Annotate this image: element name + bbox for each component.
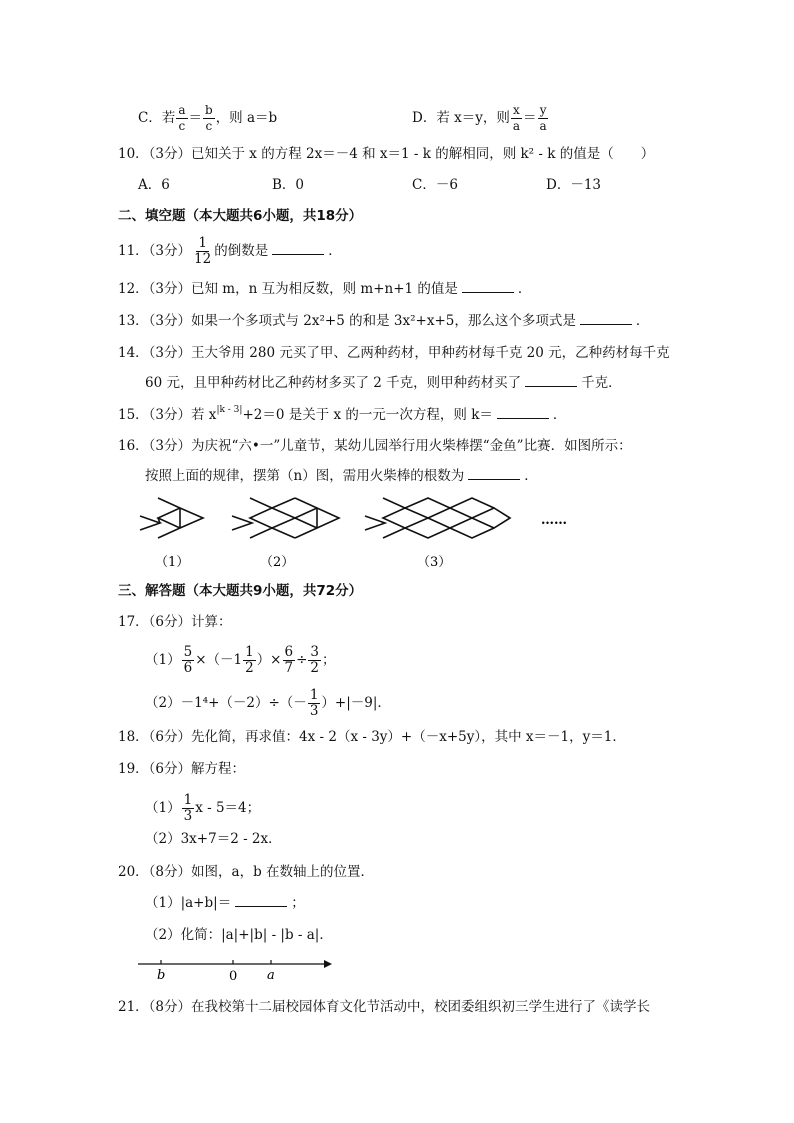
figure-label-2: （2） xyxy=(260,555,295,570)
q11: 11．（3分） $\frac{1}{12}$ 的倒数是 ． xyxy=(118,235,342,267)
fish-figure-2 xyxy=(232,498,339,538)
section-title-solve: 三、解答题（本大题共9小题，共72分） xyxy=(118,583,363,599)
q10-option-a: A．6 xyxy=(138,177,170,193)
fraction: $\frac{5}{6}$ xyxy=(183,644,193,676)
q16-line2: 按照上面的规律，摆第（n）图，需用火柴棒的根数为 ． xyxy=(145,468,538,484)
label-zero: 0 xyxy=(229,969,238,984)
q10-stem: 10．（3分）已知关于 x 的方程 2x＝－4 和 x＝1 - k 的解相同，则 k² - k 的值是（ ） xyxy=(118,146,655,162)
q10-option-b: B．0 xyxy=(272,177,305,193)
fish-figure-1 xyxy=(140,498,203,538)
q14-line1: 14．（3分）王大爷用 280 元买了甲、乙两种药材，甲种药材每千克 20 元，乙种药材每千克 xyxy=(118,345,670,361)
q21: 21．（8分）在我校第十二届校园体育文化节活动中，校团委组织初三学生进行了《读学长 xyxy=(118,999,651,1015)
fraction: $\frac{x}{a}$ xyxy=(512,103,521,133)
label-a: a xyxy=(267,968,275,983)
fraction: $\frac{1}{2}$ xyxy=(245,644,254,676)
label-b: b xyxy=(157,968,166,983)
fraction: $\frac{b}{c}$ xyxy=(205,103,213,133)
q10-option-c: C．－6 xyxy=(412,177,458,193)
fraction: $\frac{6}{7}$ xyxy=(284,644,294,676)
fish-figure-3 xyxy=(365,498,510,538)
q19-stem: 19．（6分）解方程： xyxy=(118,761,246,777)
answer-blank[interactable] xyxy=(235,894,287,907)
q19-part1: （1） $\frac{1}{3}$ x - 5＝4； xyxy=(145,792,261,824)
answer-blank[interactable] xyxy=(580,312,632,325)
figure-label-3: （3） xyxy=(417,555,452,570)
q20-part2: （2）化简：|a|+|b| - |b - a|． xyxy=(145,927,333,943)
q17-stem: 17．（6分）计算： xyxy=(118,614,232,630)
q17-part1: （1） $\frac{5}{6}$ ×（－1 $\frac{1}{2}$ ）× $\frac{6}{7}$ ÷ $\frac{3}{2}$ ； xyxy=(145,644,336,676)
number-line xyxy=(138,952,338,986)
q19-part2: （2）3x+7＝2 - 2x． xyxy=(145,831,282,847)
q13: 13．（3分）如果一个多项式与 2x²+5 的和是 3x²+x+5，那么这个多项式是 ． xyxy=(118,313,650,329)
q16-line1: 16．（3分）为庆祝“六•一”儿童节，某幼儿园举行用火柴棒摆“金鱼”比赛．如图所示： xyxy=(118,438,632,454)
matchstick-fish-figure xyxy=(135,494,585,574)
fraction: $\frac{a}{c}$ xyxy=(178,103,186,133)
q20-stem: 20．（8分）如图，a，b 在数轴上的位置． xyxy=(118,864,374,880)
q10-option-d: D．－13 xyxy=(546,177,602,193)
q18: 18．（6分）先化简，再求值：4x - 2（x - 3y）+（－x+5y），其中 x＝－1，y＝1． xyxy=(118,729,626,745)
fraction: $\frac{1}{3}$ xyxy=(183,792,193,824)
q9-option-c: C．若 $\frac{a}{c}$ ＝ $\frac{b}{c}$ ，则 a＝b xyxy=(138,103,278,133)
section-title-fill-in: 二、填空题（本大题共6小题，共18分） xyxy=(118,208,363,224)
figure-ellipsis: …… xyxy=(541,513,567,528)
q20-part1: （1）|a+b|＝ ； xyxy=(145,895,305,911)
figure-label-1: （1） xyxy=(155,555,190,570)
q15: 15．（3分）若 $x^{|k - 3|}+2=0$ 是关于 x 的一元一次方程，则 k＝ ． xyxy=(118,405,567,423)
answer-blank[interactable] xyxy=(462,280,514,293)
fraction: $\frac{1}{12}$ xyxy=(194,235,212,267)
q14-line2: 60 元，且甲种药材比乙种药材多买了 2 千克，则甲种药材买了 千克． xyxy=(145,375,622,391)
answer-blank[interactable] xyxy=(497,406,549,419)
answer-blank[interactable] xyxy=(468,467,520,480)
answer-blank[interactable] xyxy=(525,374,577,387)
fraction: $\frac{y}{a}$ xyxy=(539,103,547,133)
q12: 12．（3分）已知 m，n 互为相反数，则 m+n+1 的值是 ． xyxy=(118,281,532,297)
q17-part2: （2）－1⁴+（－2）÷（－ $\frac{1}{3}$ ）+|－9|． xyxy=(145,687,391,719)
arrow-right-icon xyxy=(324,960,332,968)
answer-blank[interactable] xyxy=(272,242,324,255)
fraction: $\frac{3}{2}$ xyxy=(310,644,319,676)
q9-option-d: D．若 x＝y，则 $\frac{x}{a}$ ＝ $\frac{y}{a}$ xyxy=(412,103,547,133)
fraction: $\frac{1}{3}$ xyxy=(309,687,319,719)
